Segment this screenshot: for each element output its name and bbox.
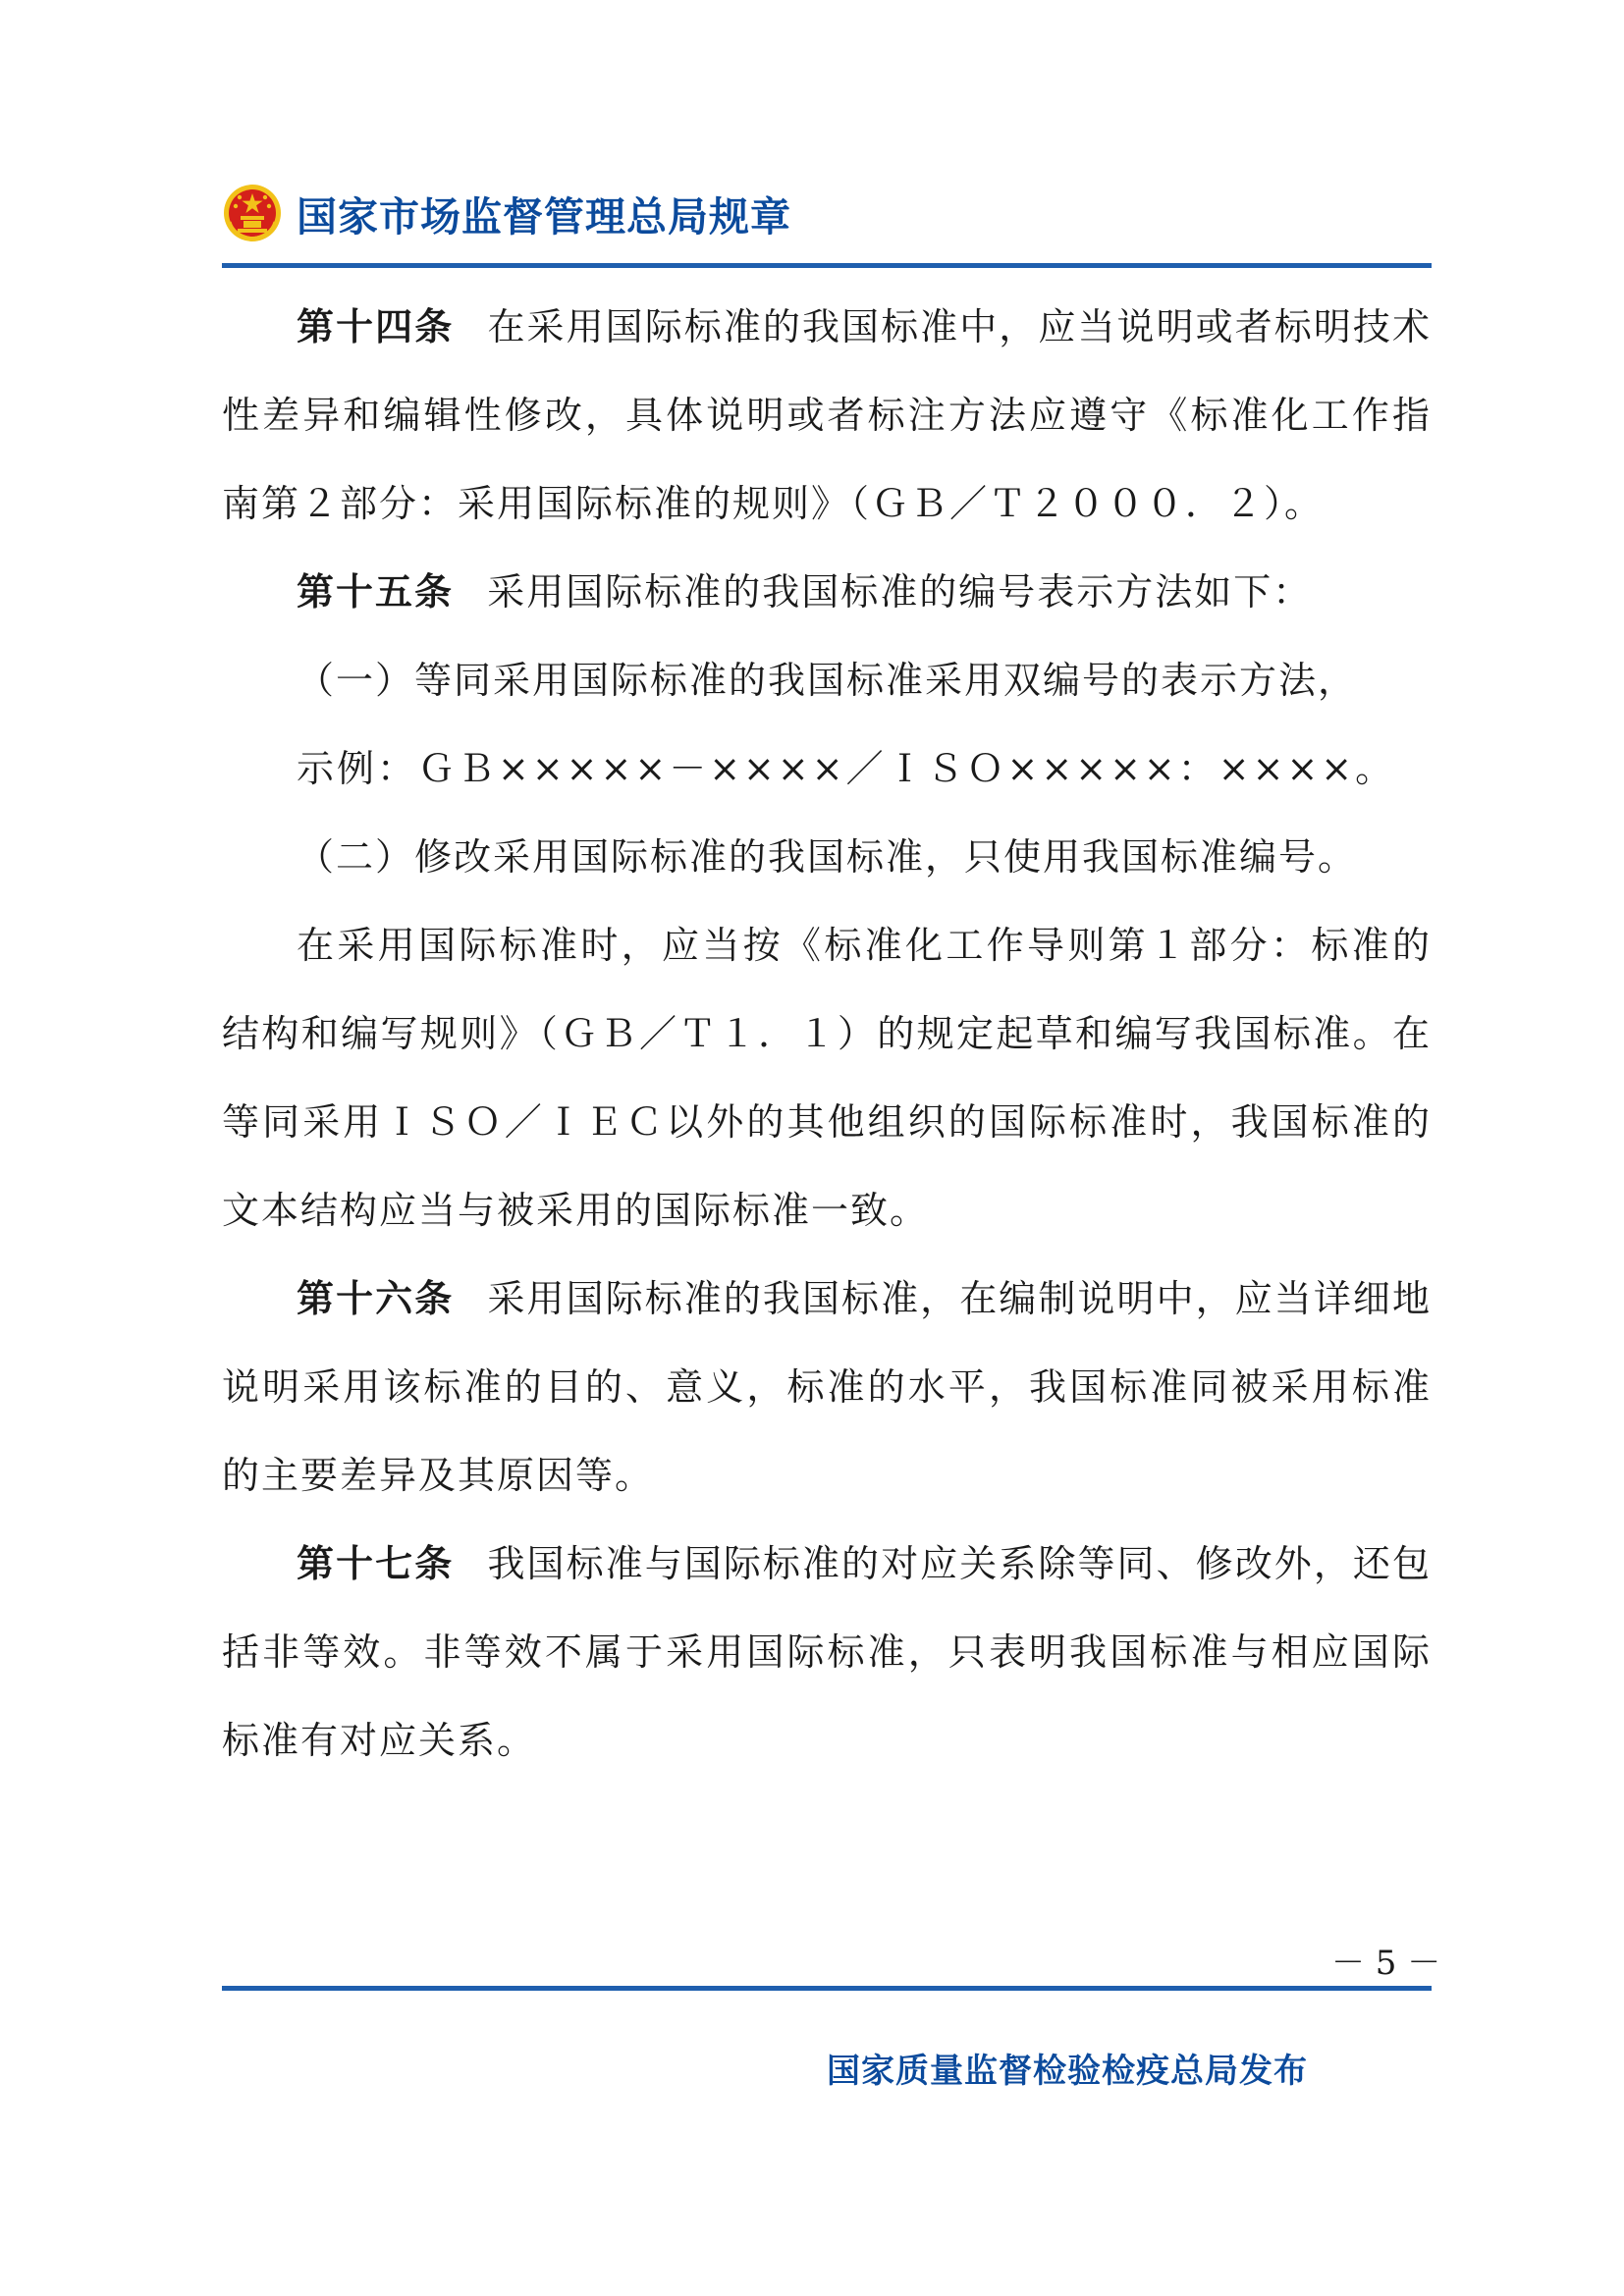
document-header [222, 169, 791, 257]
article-heading: 第十四条 [297, 305, 455, 348]
article-15-item-1: （一）等同采用国际标准的我国标准采用双编号的表示方法， [297, 659, 1358, 702]
article-text: 在采用国际标准的我国标准中，应当说明或者标明技术性差异和编辑性修改，具体说明或者标注方法应遵守《标准化工作指南第２部分：采用国际标准的规则》（ＧＢ／Ｔ２０００．２）。 [222, 305, 1432, 525]
article-text: 采用国际标准的我国标准，在编制说明中，应当详细地说明采用该标准的目的、意义，标准的水平，我国标准同被采用标准的主要差异及其原因等。 [222, 1277, 1432, 1497]
footer-divider [222, 1986, 1432, 1991]
header-divider [222, 263, 1432, 268]
article-14 [222, 283, 1432, 548]
article-15 [222, 548, 1432, 636]
article-heading: 第十六条 [297, 1277, 455, 1320]
article-15-note: 在采用国际标准时，应当按《标准化工作导则第１部分：标准的结构和编写规则》（ＧＢ／Ｔ１．１）的规定起草和编写我国标准。在等同采用ＩＳＯ／ＩＥＣ以外的其他组织的国际标准时，我国标准的文本结构应当与被采用的国际标准一致。 [222, 924, 1432, 1232]
national-emblem-icon [222, 183, 283, 243]
article-heading: 第十七条 [297, 1542, 455, 1585]
article-16 [222, 1255, 1432, 1520]
header-title: 国家市场监督管理总局规章 [297, 192, 791, 240]
document-body [222, 283, 1432, 1785]
footer-publisher: 国家质量监督检验检疫总局发布 [827, 2052, 1308, 2091]
article-text: 我国标准与国际标准的对应关系除等同、修改外，还包括非等效。非等效不属于采用国际标准，只表明我国标准与相应国际标准有对应关系。 [222, 1542, 1432, 1762]
article-text: 采用国际标准的我国标准的编号表示方法如下： [487, 570, 1313, 614]
article-heading: 第十五条 [297, 570, 455, 614]
article-15-item-2: （二）修改采用国际标准的我国标准，只使用我国标准编号。 [297, 835, 1358, 879]
article-17 [222, 1520, 1432, 1785]
page-number: － 5 － [1331, 1944, 1441, 1983]
article-15-example: 示例：ＧＢ×××××－××××／ＩＳＯ×××××：××××。 [297, 747, 1396, 790]
